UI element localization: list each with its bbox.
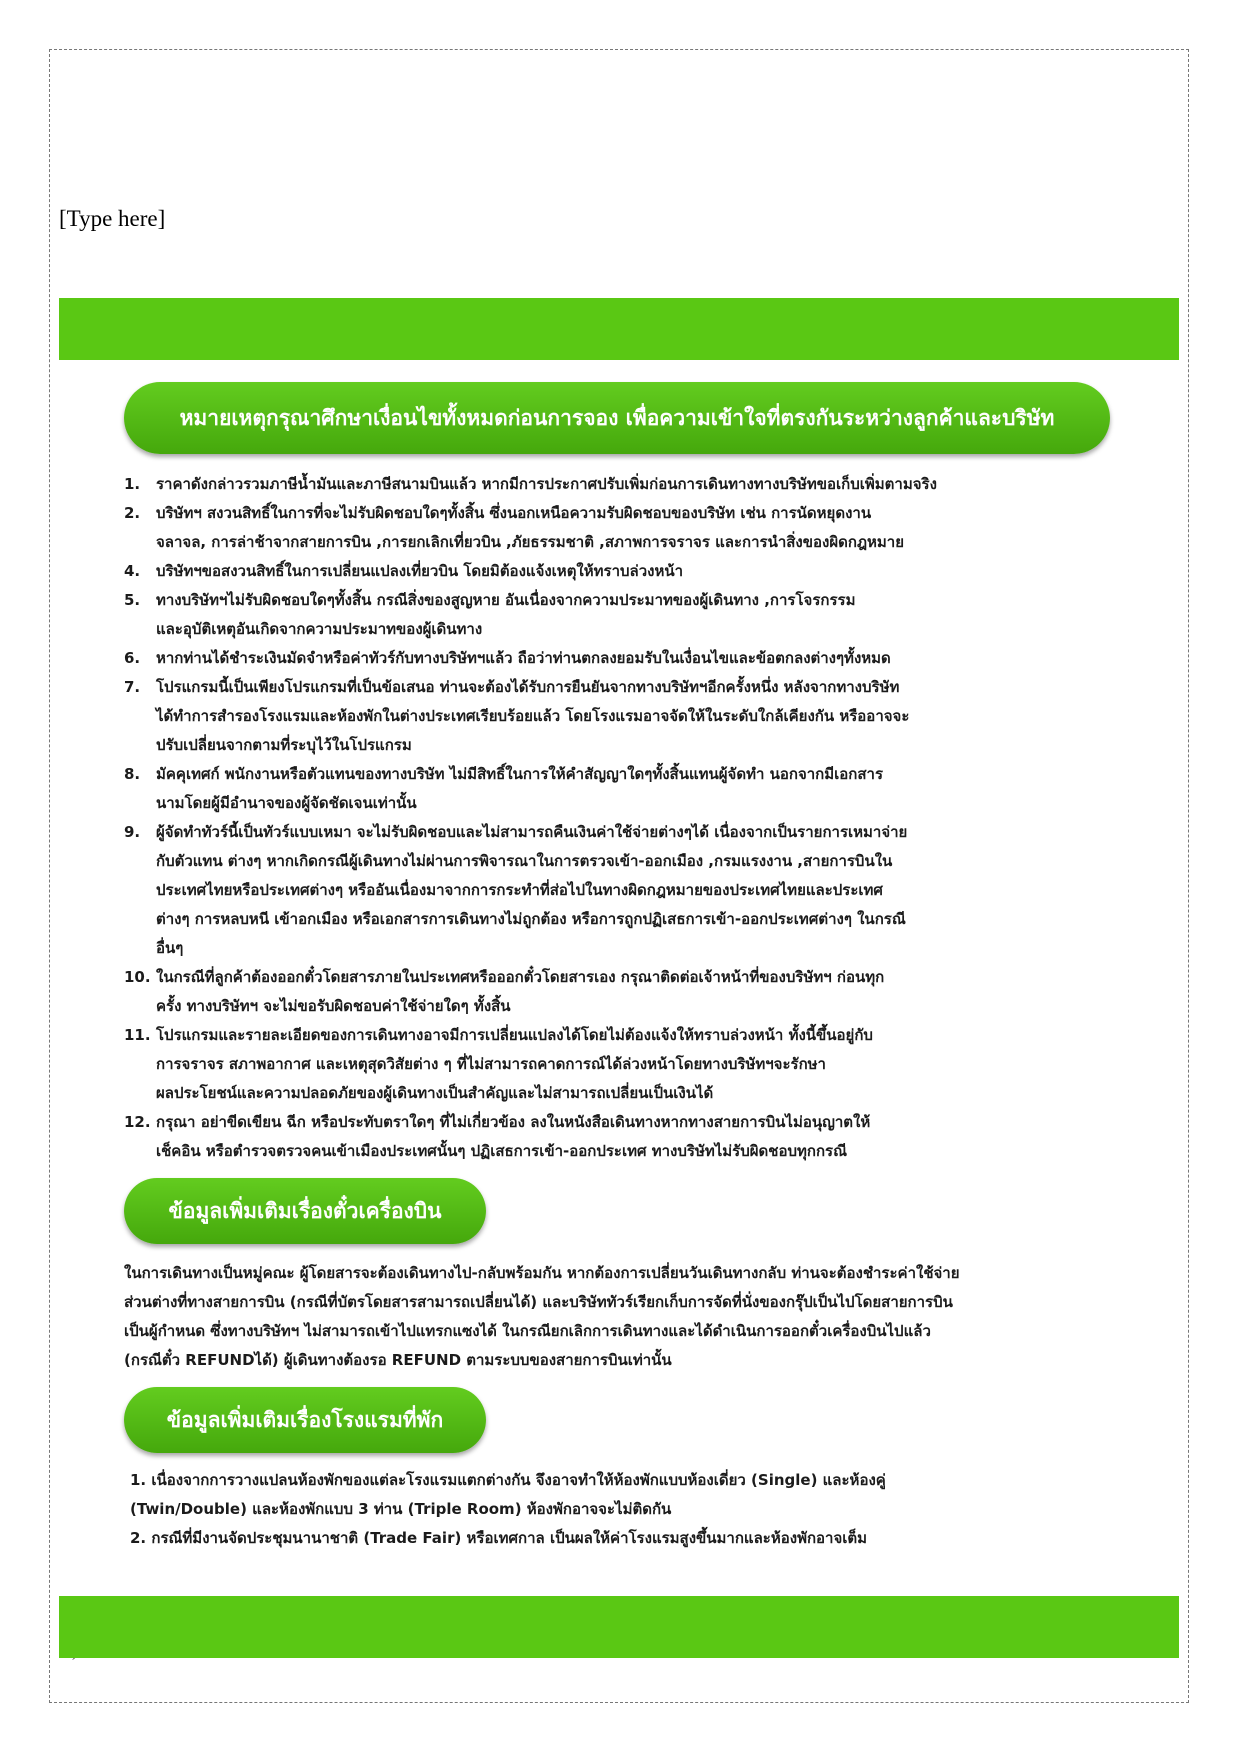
notice-item bbox=[124, 760, 1104, 818]
notice-item bbox=[124, 499, 1104, 557]
notice-item bbox=[124, 963, 1104, 1021]
notice-item-text: บริษัทฯ สงวนสิทธิ์ในการที่จะไม่รับผิดชอบใดๆทั้งสิ้น ซึ่งนอกเหนือความรับผิดชอบของบริษัท เช่น การนัดหยุดงาน จลาจล, การล่าช้าจากสายการบิน ,การยกเลิกเที่ยวบิน ,ภัยธรรมชาติ ,สภาพการจราจร และการนำสิ่งของผิดกฎหมาย bbox=[156, 504, 905, 551]
notice-item-text: ในกรณีที่ลูกค้าต้องออกตั๋วโดยสารภายในประเทศหรือออกตั๋วโดยสารเอง กรุณาติดต่อเจ้าหน้าที่ของบริษัทฯ ก่อนทุก ครั้ง ทางบริษัทฯ จะไม่ขอรับผิดชอบค่าใช้จ่ายใดๆ ทั้งสิ้น bbox=[156, 968, 885, 1015]
notice-item-number: 9. bbox=[124, 823, 141, 841]
notice-item-number: 2. bbox=[124, 504, 141, 522]
notice-item bbox=[124, 557, 1104, 586]
hotel-heading-text: ข้อมูลเพิ่มเติมเรื่องโรงแรมที่พัก bbox=[166, 1407, 444, 1432]
notice-item-number: 6. bbox=[124, 649, 141, 667]
ticket-heading-text: ข้อมูลเพิ่มเติมเรื่องตั๋วเครื่องบิน bbox=[168, 1198, 442, 1223]
notice-item-text: มัคคุเทศก์ พนักงานหรือตัวแทนของทางบริษัท ไม่มีสิทธิ์ในการให้คำสัญญาใดๆทั้งสิ้นแทนผู้จัดทำ นอกจากมีเอกสาร นามโดยผู้มีอำนาจของผู้จัดชัดเจนเท่านั้น bbox=[156, 765, 883, 812]
notice-item-text: โปรแกรมและรายละเอียดของการเดินทางอาจมีการเปลี่ยนแปลงได้โดยไม่ต้องแจ้งให้ทราบล่วงหน้า ทั้งนี้ขึ้นอยู่กับ การจราจร สภาพอากาศ และเหตุสุดวิสัยต่าง ๆ ที่ไม่สามารถคาดการณ์ได้ล่วงหน้าโดยทางบริษัทฯจะรักษา ผลประโยชน์และความปลอดภัยของผู้เดินทางเป็นสำคัญและไม่สามารถเปลี่ยนเป็นเงินได้ bbox=[156, 1026, 873, 1102]
notice-item bbox=[124, 1021, 1104, 1108]
notice-item-number: 12. bbox=[124, 1113, 151, 1131]
notice-heading bbox=[124, 382, 1110, 454]
notice-item bbox=[124, 644, 1104, 673]
notice-item-number: 4. bbox=[124, 562, 141, 580]
top-green-banner bbox=[59, 298, 1179, 360]
notice-item-number: 10. bbox=[124, 968, 151, 986]
bottom-green-banner bbox=[59, 1596, 1179, 1658]
notice-list bbox=[124, 470, 1104, 1166]
hotel-list bbox=[130, 1466, 1110, 1553]
notice-item bbox=[124, 586, 1104, 644]
notice-item-text: ผู้จัดทำทัวร์นี้เป็นทัวร์แบบเหมา จะไม่รับผิดชอบและไม่สามารถคืนเงินค่าใช้จ่ายต่างๆได้ เนื่องจากเป็นรายการเหมาจ่าย กับตัวแทน ต่างๆ หากเกิดกรณีผู้เดินทางไม่ผ่านการพิจารณาในการตรวจเข้า-ออกเมือง ,กรมแรงงาน ,สายการบินใน ประเทศไทยหรือประเทศต่างๆ หรืออันเนื่องมาจากการกระทำที่ส่อไปในทางผิดกฎหมายของประเทศไทยและประเทศ ต่างๆ การหลบหนี เข้าอกเมือง หรือเอกสารการเดินทางไม่ถูกต้อง หรือการถูกปฏิเสธการเข้า-ออกประเทศต่างๆ ในกรณี อื่นๆ bbox=[156, 823, 908, 957]
notice-item-number: 1. bbox=[124, 475, 141, 493]
header-placeholder[interactable]: [Type here] bbox=[59, 206, 166, 231]
notice-item-number: 5. bbox=[124, 591, 141, 609]
notice-heading-text: หมายเหตุกรุณาศึกษาเงื่อนไขทั้งหมดก่อนการจอง เพื่อความเข้าใจที่ตรงกันระหว่างลูกค้าและบริษัท bbox=[179, 405, 1055, 430]
notice-item bbox=[124, 470, 1104, 499]
notice-item-text: ราคาดังกล่าวรวมภาษีน้ำมันและภาษีสนามบินแล้ว หากมีการประกาศปรับเพิ่มก่อนการเดินทางทางบริษัทขอเก็บเพิ่มตามจริง bbox=[156, 475, 937, 493]
notice-item bbox=[124, 818, 1104, 963]
notice-item bbox=[124, 1108, 1104, 1166]
notice-item-number: 11. bbox=[124, 1026, 151, 1044]
notice-item-text: บริษัทฯขอสงวนสิทธิ์ในการเปลี่ยนแปลงเที่ยวบิน โดยมิต้องแจ้งเหตุให้ทราบล่วงหน้า bbox=[156, 562, 684, 580]
hotel-heading bbox=[124, 1387, 486, 1453]
notice-item-text: ทางบริษัทฯไม่รับผิดชอบใดๆทั้งสิ้น กรณีสิ่งของสูญหาย อันเนื่องจากความประมาทของผู้เดินทาง ,การโจรกรรม และอุบัติเหตุอันเกิดจากความประมาทของผู้เดินทาง bbox=[156, 591, 856, 638]
notice-item-text: หากท่านได้ชำระเงินมัดจำหรือค่าทัวร์กับทางบริษัทฯแล้ว ถือว่าท่านตกลงยอมรับในเงื่อนไขและข้อตกลงต่างๆทั้งหมด bbox=[156, 649, 891, 667]
notice-item-number: 8. bbox=[124, 765, 141, 783]
ticket-heading bbox=[124, 1178, 486, 1244]
ticket-info-paragraph: ในการเดินทางเป็นหมู่คณะ ผู้โดยสารจะต้องเดินทางไป-กลับพร้อมกัน หากต้องการเปลี่ยนวันเดินทางกลับ ท่านจะต้องชำระค่าใช้จ่าย ส่วนต่างที่ทางสายการบิน (กรณีที่บัตรโดยสารสามารถเปลี่ยนได้) และบริษัททัวร์เรียกเก็บการจัดที่นั่งของกรุ๊ปเป็นไปโดยสายการบิน เป็นผู้กำหนด ซึ่งทางบริษัทฯ ไม่สามารถเข้าไปแทรกแซงได้ ในกรณียกเลิกการเดินทางและได้ดำเนินการออกตั๋วเครื่องบินไปแล้ว (กรณีตั๋ว REFUNDได้) ผู้เดินทางต้องรอ REFUND ตามระบบของสายการบินเท่านั้น bbox=[124, 1264, 960, 1369]
notice-item-text: กรุณา อย่าขีดเขียน ฉีก หรือประทับตราใดๆ ที่ไม่เกี่ยวข้อง ลงในหนังสือเดินทางหากทางสายการบินไม่อนุญาตให้ เช็คอิน หรือตำรวจตรวจคนเข้าเมืองประเทศนั้นๆ ปฏิเสธการเข้า-ออกประเทศ ทางบริษัทไม่รับผิดชอบทุกกรณี bbox=[156, 1113, 871, 1160]
notice-item-number: 7. bbox=[124, 678, 141, 696]
hotel-item: 1. เนื่องจากการวางแปลนห้องพักของแต่ละโรงแรมแตกต่างกัน จึงอาจทำให้ห้องพักแบบห้องเดี่ยว (Single) และห้องคู่ (Twin/Double) และห้องพักแบบ 3 ท่าน (Triple Room) ห้องพักอาจจะไม่ติดกัน bbox=[130, 1471, 886, 1518]
notice-item-text: โปรแกรมนี้เป็นเพียงโปรแกรมที่เป็นข้อเสนอ ท่านจะต้องได้รับการยืนยันจากทางบริษัทฯอีกครั้งหนึ่ง หลังจากทางบริษัท ได้ทำการสำรองโรงแรมและห้องพักในต่างประเทศเรียบร้อยแล้ว โดยโรงแรมอาจจัดให้ในระดับใกล้เคียงกัน หรืออาจจะ ปรับเปลี่ยนจากตามที่ระบุไว้ในโปรแกรม bbox=[156, 678, 910, 754]
hotel-item: 2. กรณีที่มีงานจัดประชุมนานาชาติ (Trade Fair) หรือเทศกาล เป็นผลให้ค่าโรงแรมสูงขึ้นมากและห้องพักอาจเต็ม bbox=[130, 1529, 868, 1547]
notice-item bbox=[124, 673, 1104, 760]
